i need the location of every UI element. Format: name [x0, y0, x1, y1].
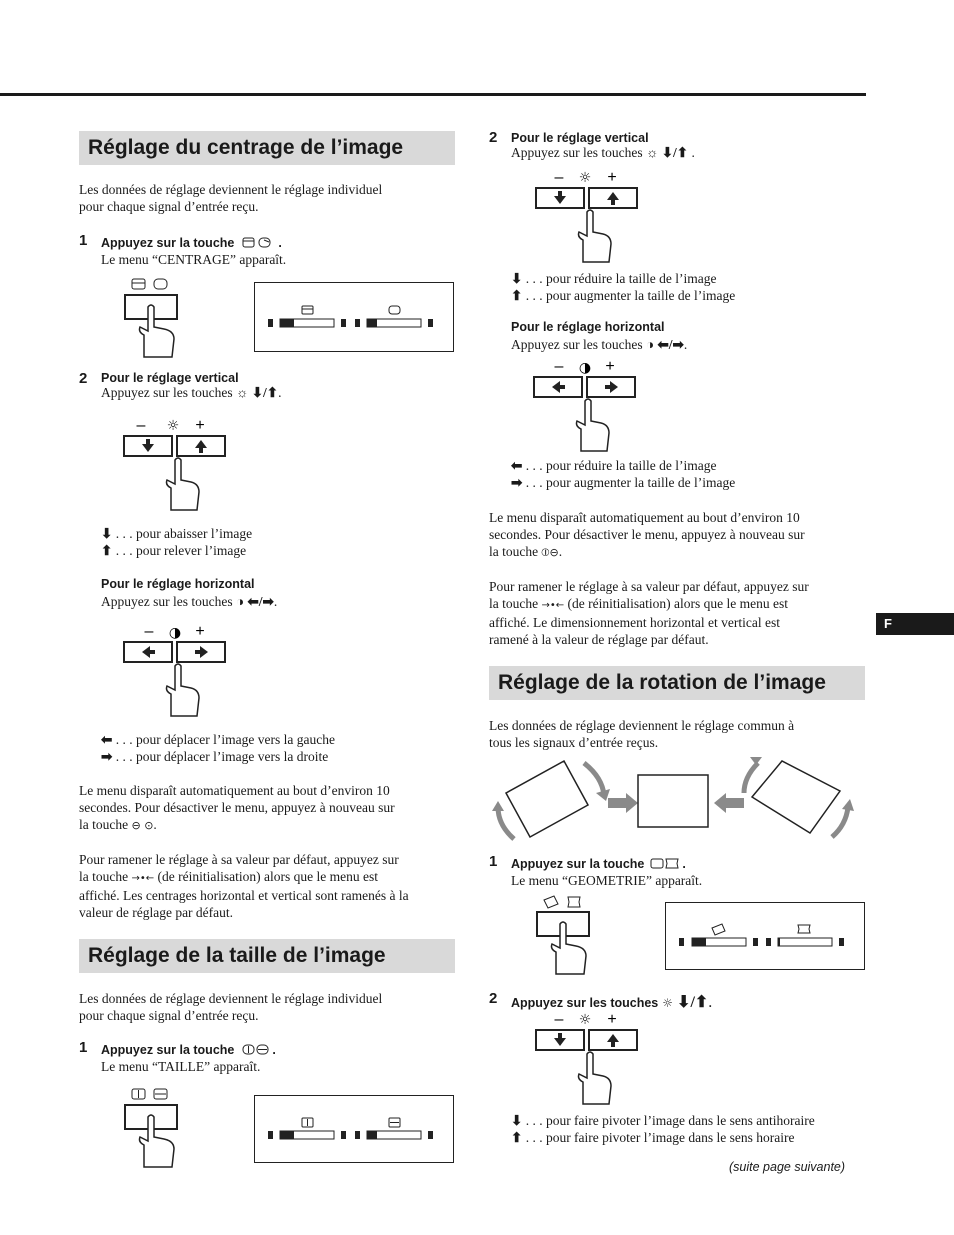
centrage-right-desc: ➡ . . . pour déplacer l’image vers la droite [101, 749, 329, 764]
vertical-keys-illustration [535, 1010, 639, 1106]
down-arrow-icon: ⬇ [511, 271, 523, 286]
centering-key-icon [242, 236, 278, 248]
taille-step2: Pour le réglage vertical Appuyez sur les touches ☼ ⬇/⬆ . [511, 131, 695, 160]
up-arrow-icon: ⬆ [511, 1130, 523, 1145]
centering-button-illustration [120, 277, 182, 361]
top-rule [0, 93, 866, 96]
centrage-step2: Pour le réglage vertical Appuyez sur les touches ☼ ⬇/⬆. [101, 371, 282, 400]
intro-line: Les données de réglage deviennent le réglage individuel [79, 182, 383, 197]
size-key-icon [242, 1043, 272, 1055]
centrage-left-desc: ⬅ . . . pour déplacer l’image vers la gauche [101, 732, 335, 747]
svg-text:+: + [607, 169, 617, 186]
centrage-menu-display [254, 282, 454, 352]
svg-text:☼: ☼ [578, 170, 592, 186]
horiz-sub: Appuyez sur les touches ◑ ⬅/➡. [101, 594, 278, 609]
down-arrow-icon: ⬇ [511, 1113, 523, 1128]
taille-down-desc: ⬇ . . . pour réduire la taille de l’image [511, 271, 717, 286]
intro-line: pour chaque signal d’entrée reçu. [79, 199, 259, 214]
taille-right-desc: ➡ . . . pour augmenter la taille de l’image [511, 475, 736, 490]
svg-text:+: + [195, 417, 205, 434]
svg-text:☼: ☼ [166, 418, 180, 434]
horiz-heading: Pour le réglage horizontal [101, 577, 255, 591]
taille-menu-note: Le menu disparaît automatiquement au bout d’environ 10 secondes. Pour désactiver le menu, appuyez à nouveau sur la touche ⦶⊖. [489, 510, 805, 559]
down-arrow-icon: ⬇ [101, 526, 113, 541]
left-arrow-icon: ⬅ [511, 458, 523, 473]
left-arrow-icon: ⬅ [101, 732, 113, 747]
step-number: 2 [489, 990, 498, 1007]
rotation-diagram [492, 757, 860, 843]
step-subtext: Le menu “CENTRAGE” apparaît. [101, 252, 287, 267]
geometry-key-icon [650, 857, 682, 869]
svg-text:◑: ◑ [168, 625, 182, 641]
right-arrow-icon: ➡ [101, 749, 113, 764]
svg-text:+: + [605, 358, 615, 375]
geometry-menu-display [665, 902, 865, 970]
tilted-left-screen [506, 761, 588, 837]
svg-text:+: + [195, 623, 205, 640]
up-arrow-icon: ⬆ [511, 288, 523, 303]
centrage-down-desc: ⬇ . . . pour abaisser l’image [101, 526, 253, 541]
step-subtext: Appuyez sur les touches [101, 385, 233, 400]
right-arrow-icon: ➡ [511, 475, 523, 490]
taille-step1: Appuyez sur la touche . Le menu “TAILLE” apparaît. [101, 1043, 276, 1074]
reset-icon: →•← [131, 873, 155, 884]
taille-menu-display [254, 1095, 454, 1163]
horizontal-keys-illustration [533, 357, 637, 453]
taille-intro: Les données de réglage deviennent le réglage individuel pour chaque signal d’entrée reçu. [79, 991, 383, 1023]
rotation-down-desc: ⬇ . . . pour faire pivoter l’image dans le sens antihoraire [511, 1113, 815, 1128]
reset-icon: →•← [541, 600, 565, 611]
language-tab-f: F [876, 613, 954, 635]
section-title-rotation: Réglage de la rotation de l’image [489, 666, 865, 700]
svg-text:–: – [554, 358, 564, 375]
section-title-centrage: Réglage du centrage de l’image [79, 131, 455, 165]
rotation-step2: Appuyez sur les touches ☼ ⬇/⬆. [511, 994, 713, 1011]
horizontal-keys-illustration [123, 622, 227, 718]
taille-left-desc: ⬅ . . . pour réduire la taille de l’image [511, 458, 717, 473]
svg-text:–: – [136, 417, 146, 434]
svg-text:–: – [554, 1011, 564, 1028]
svg-text:☼: ☼ [578, 1012, 592, 1028]
upright-screen [638, 775, 708, 827]
menu-sliders [666, 903, 864, 969]
centrage-step1: Appuyez sur la touche . Le menu “CENTRAGE” apparaît. [101, 236, 287, 267]
taille-up-desc: ⬆ . . . pour augmenter la taille de l’image [511, 288, 736, 303]
vertical-keys-illustration [535, 168, 639, 264]
tilted-right-screen [752, 761, 840, 833]
continued-note: (suite page suivante) [729, 1160, 846, 1174]
vertical-keys-illustration [123, 416, 227, 512]
rotation-up-desc: ⬆ . . . pour faire pivoter l’image dans le sens horaire [511, 1130, 795, 1145]
size-button-illustration [120, 1087, 182, 1171]
taille-reset-note: Pour ramener le réglage à sa valeur par défaut, appuyez sur la touche →•← (de réinitialisation) alors que le menu est affiché. Le dimensionnement horizontal et vertical est ramené à la valeur de réglage par défaut. [489, 579, 809, 647]
step-number: 2 [79, 370, 88, 387]
horiz-heading: Pour le réglage horizontal [511, 320, 665, 334]
step-heading: Appuyez sur la touche [101, 236, 235, 250]
step-heading: Pour le réglage vertical [101, 371, 239, 385]
step-number: 1 [489, 853, 498, 870]
step-number: 1 [79, 232, 88, 249]
geometry-button-illustration [532, 894, 594, 978]
centrage-up-desc: ⬆ . . . pour relever l’image [101, 543, 247, 558]
centering-key-icon: ⊖ ⊙ [131, 819, 154, 832]
svg-text:–: – [144, 623, 154, 640]
up-arrow-icon: ⬆ [101, 543, 113, 558]
size-key-icon: ⦶⊖ [541, 546, 559, 559]
svg-text:–: – [554, 169, 564, 186]
centrage-intro [79, 181, 382, 215]
svg-text:+: + [607, 1011, 617, 1028]
rotation-step1: Appuyez sur la touche . Le menu “GEOMETRIE” apparaît. [511, 857, 703, 888]
centrage-menu-note: Le menu disparaît automatiquement au bout d’environ 10 secondes. Pour désactiver le menu, appuyez à nouveau sur la touche ⊖ ⊙. [79, 783, 395, 832]
step-number: 1 [79, 1039, 88, 1056]
rotation-intro: Les données de réglage deviennent le réglage commun à tous les signaux d’entrée reçus. [489, 718, 795, 750]
menu-sliders [255, 1096, 453, 1162]
horiz-sub: Appuyez sur les touches ◑ ⬅/➡. [511, 337, 688, 352]
section-title-taille: Réglage de la taille de l’image [79, 939, 455, 973]
menu-sliders [255, 283, 453, 351]
svg-text:◑: ◑ [578, 360, 592, 376]
centrage-reset-note: Pour ramener le réglage à sa valeur par défaut, appuyez sur la touche →•← (de réinitialisation) alors que le menu est affiché. Les centrages horizontal et vertical sont ramenés à la valeur de réglage par défaut. [79, 852, 409, 920]
step-number: 2 [489, 129, 498, 146]
